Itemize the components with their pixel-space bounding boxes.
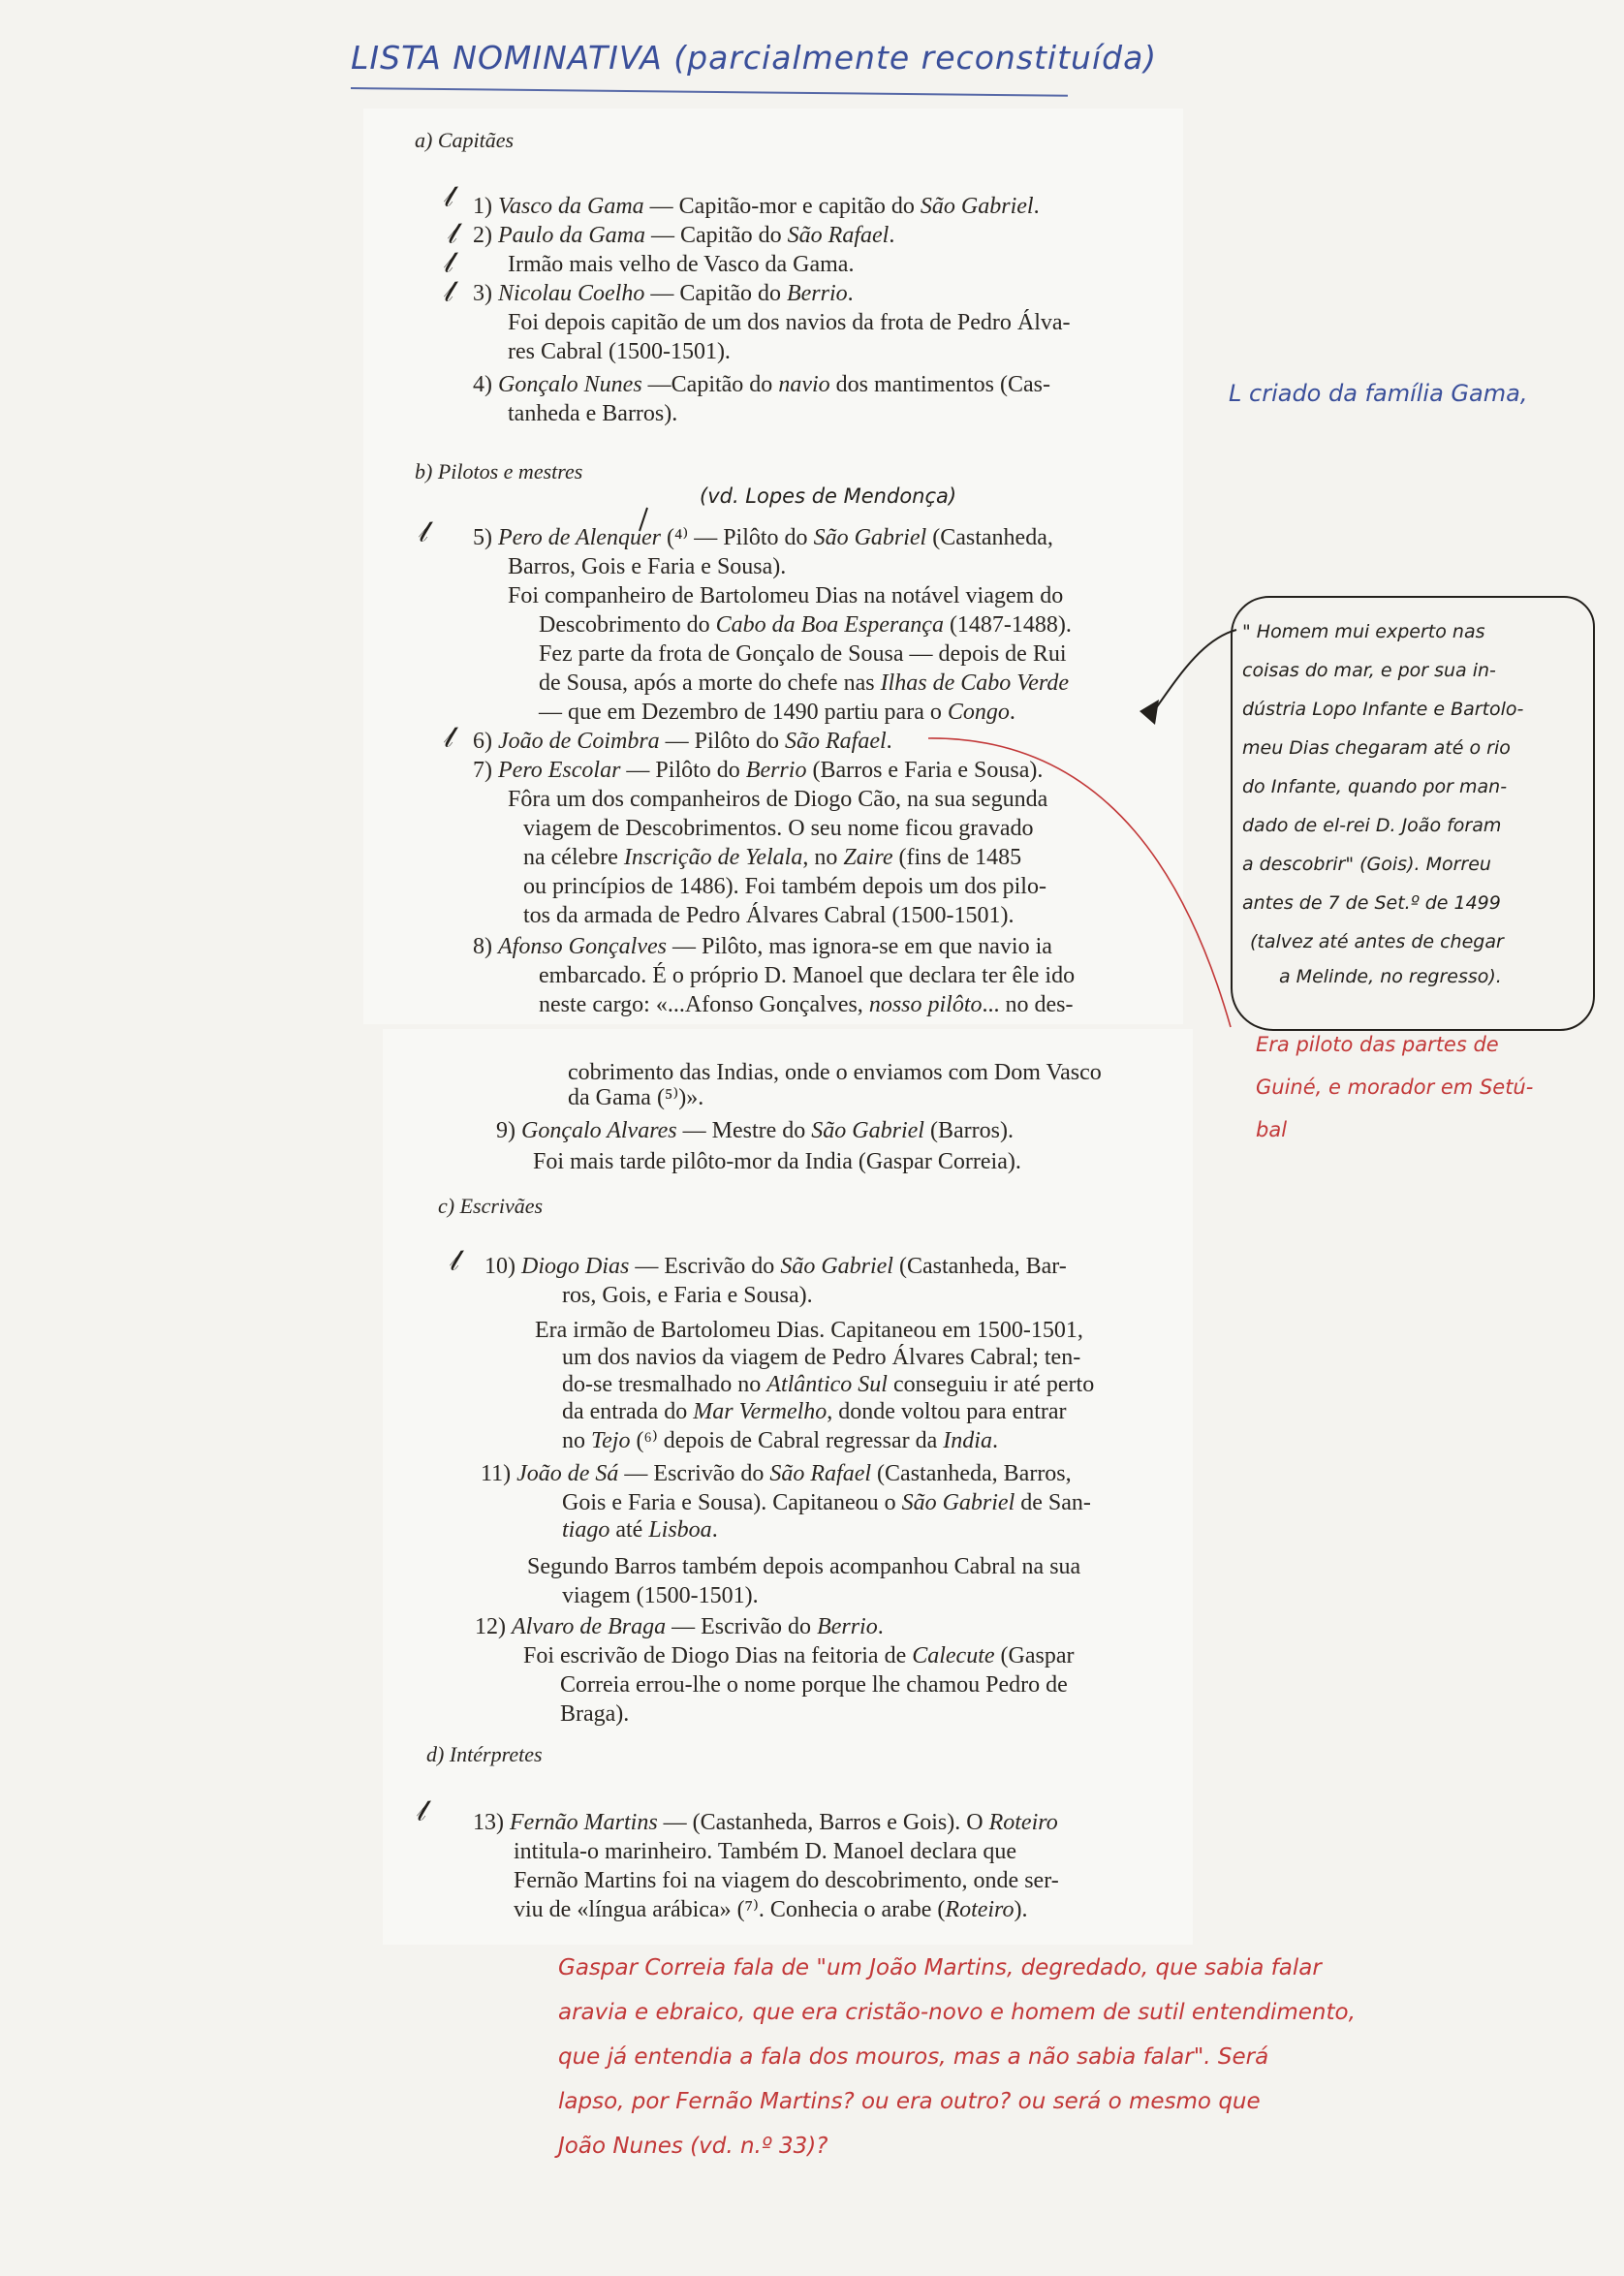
entry-10-line-6: da entrada do Mar Vermelho, donde voltou para entrar: [562, 1399, 1067, 1424]
entry-13: 13) Fernão Martins — (Castanheda, Barros e Gois). O Roteiro: [473, 1810, 1058, 1835]
bottom-note-line: João Nunes (vd. n.º 33)?: [558, 2134, 828, 2159]
entry-10-line-2: ros, Gois, e Faria e Sousa).: [562, 1283, 813, 1308]
entry-6: 6) João de Coimbra — Pilôto do São Rafael.: [473, 729, 892, 754]
insert-note-e5: (vd. Lopes de Mendonça): [700, 484, 957, 508]
margin-check-mark: 𝓁: [444, 275, 453, 309]
bottom-note-line: lapso, por Fernão Martins? ou era outro? ou será o mesmo que: [558, 2089, 1261, 2114]
entry-5-line-4: Descobrimento do Cabo da Boa Esperança (1487-1488).: [539, 612, 1072, 638]
entry-10-line-4: um dos navios da viagem de Pedro Álvares Cabral; ten-: [562, 1345, 1081, 1370]
bubble-line: dústria Lopo Infante e Bartolo-: [1242, 699, 1524, 720]
entry-7-line-3: viagem de Descobrimentos. O seu nome ficou gravado: [523, 816, 1034, 841]
entry-10-line-5: do-se tresmalhado no Atlântico Sul conseguiu ir até perto: [562, 1372, 1095, 1397]
entry-7-line-4: na célebre Inscrição de Yelala, no Zaire (fins de 1485: [523, 845, 1022, 870]
entry-7-line-5: ou princípios de 1486). Foi também depois um dos pilo-: [523, 874, 1046, 899]
entry-12-line-2: Foi escrivão de Diogo Dias na feitoria de Calecute (Gaspar: [523, 1643, 1075, 1668]
bubble-line: (talvez até antes de chegar: [1250, 931, 1504, 952]
bubble-line: a Melinde, no regresso).: [1279, 966, 1502, 987]
margin-check-mark: 𝓁: [417, 1794, 426, 1828]
insert-caret: [640, 508, 647, 531]
red-side-note-line: Era piloto das partes de: [1256, 1033, 1499, 1056]
bottom-note-line: que já entendia a fala dos mouros, mas a não sabia falar". Será: [558, 2044, 1269, 2070]
entry-8-line-2: embarcado. É o próprio D. Manoel que declara ter êle ido: [539, 963, 1076, 988]
entry-12-line-4: Braga).: [560, 1701, 630, 1727]
section-b-heading: b) Pilotos e mestres: [415, 459, 583, 483]
margin-check-mark: 𝓁: [448, 217, 457, 251]
entry-12-line-3: Correia errou-lhe o nome porque lhe chamou Pedro de: [560, 1672, 1068, 1698]
entry-8-line-4: cobrimento das Indias, onde o enviamos com Dom Vasco: [568, 1060, 1102, 1085]
entry-9: 9) Gonçalo Alvares — Mestre do São Gabriel (Barros).: [496, 1118, 1014, 1143]
red-connector: [928, 738, 1231, 1027]
bubble-line: antes de 7 de Set.º de 1499: [1242, 892, 1501, 914]
entry-5-line-2: Barros, Gois e Faria e Sousa).: [508, 554, 787, 579]
bubble-line: dado de el-rei D. João foram: [1242, 815, 1502, 836]
margin-check-mark: 𝓁: [444, 721, 453, 755]
entry-3-line-2: Foi depois capitão de um dos navios da frota de Pedro Álva-: [508, 310, 1071, 335]
red-side-note-line: Guiné, e morador em Setú-: [1256, 1076, 1534, 1099]
entry-11-line-4: Segundo Barros também depois acompanhou Cabral na sua: [527, 1554, 1081, 1579]
entry-9-line-2: Foi mais tarde pilôto-mor da India (Gaspar Correia).: [533, 1149, 1021, 1174]
entry-8-line-5: da Gama (⁵⁾)».: [568, 1085, 704, 1110]
bubble-line: meu Dias chegaram até o rio: [1242, 737, 1511, 759]
section-c-heading: c) Escrivães: [438, 1194, 544, 1218]
entry-7-line-6: tos da armada de Pedro Álvares Cabral (1500-1501).: [523, 903, 1015, 928]
margin-check-mark: 𝓁: [444, 246, 453, 280]
bottom-note-line: aravia e ebraico, que era cristão-novo e homem de sutil entendimento,: [558, 2000, 1356, 2025]
entry-7-line-2: Fôra um dos companheiros de Diogo Cão, na sua segunda: [508, 787, 1048, 812]
bubble-pointer: [1153, 630, 1236, 712]
entry-13-line-4: viu de «língua arábica» (⁷⁾. Conhecia o arabe (Roteiro).: [514, 1897, 1028, 1922]
entry-10-line-7: no Tejo (⁶⁾ depois de Cabral regressar da India.: [562, 1428, 998, 1453]
page-title: LISTA NOMINATIVA (parcialmente reconstituída): [351, 39, 1158, 77]
section-d-heading: d) Intérpretes: [426, 1742, 543, 1766]
bottom-note-line: Gaspar Correia fala de "um João Martins, degredado, que sabia falar: [558, 1955, 1322, 1980]
entry-10: 10) Diogo Dias — Escrivão do São Gabriel (Castanheda, Bar-: [484, 1254, 1067, 1279]
entry-5-line-6: de Sousa, após a morte do chefe nas Ilhas de Cabo Verde: [539, 670, 1069, 696]
margin-check-mark: 𝓁: [450, 1244, 459, 1278]
entry-11: 11) João de Sá — Escrivão do São Rafael (Castanheda, Barros,: [481, 1461, 1072, 1486]
entry-8: 8) Afonso Gonçalves — Pilôto, mas ignora-se em que navio ia: [473, 934, 1052, 959]
entry-11-line-2: Gois e Faria e Sousa). Capitaneou o São Gabriel de San-: [562, 1490, 1091, 1515]
entry-13-line-3: Fernão Martins foi na viagem do descobrimento, onde ser-: [514, 1868, 1059, 1893]
entry-3: 3) Nicolau Coelho — Capitão do Berrio.: [473, 281, 854, 306]
entry-1: 1) Vasco da Gama — Capitão-mor e capitão do São Gabriel.: [473, 194, 1040, 219]
entry-2-line-2: Irmão mais velho de Vasco da Gama.: [508, 252, 855, 277]
entry-2: 2) Paulo da Gama — Capitão do São Rafael.: [473, 223, 895, 248]
entry-4-line-2: tanheda e Barros).: [508, 401, 678, 426]
side-note-e4: L criado da família Gama,: [1229, 380, 1528, 407]
entry-5: 5) Pero de Alenquer (⁴⁾ — Pilôto do São Gabriel (Castanheda,: [473, 525, 1053, 550]
entry-5-line-5: Fez parte da frota de Gonçalo de Sousa — depois de Rui: [539, 641, 1067, 667]
entry-10-line-3: Era irmão de Bartolomeu Dias. Capitaneou em 1500-1501,: [535, 1318, 1083, 1343]
entry-8-line-3: neste cargo: «...Afonso Gonçalves, nosso pilôto... no des-: [539, 992, 1074, 1017]
entry-11-line-5: viagem (1500-1501).: [562, 1583, 759, 1608]
entry-11-line-3: tiago até Lisboa.: [562, 1517, 718, 1543]
entry-4: 4) Gonçalo Nunes —Capitão do navio dos mantimentos (Cas-: [473, 372, 1050, 397]
margin-check-mark: 𝓁: [444, 180, 453, 214]
entry-5-line-3: Foi companheiro de Bartolomeu Dias na notável viagem do: [508, 583, 1064, 608]
entry-13-line-2: intitula-o marinheiro. Também D. Manoel declara que: [514, 1839, 1017, 1864]
section-a-heading: a) Capitães: [415, 128, 515, 152]
entry-5-line-7: — que em Dezembro de 1490 partiu para o Congo.: [539, 700, 1015, 725]
bubble-line: " Homem mui experto nas: [1242, 621, 1485, 642]
bubble-line: coisas do mar, e por sua in-: [1242, 660, 1496, 681]
red-side-note-line: bal: [1256, 1118, 1288, 1141]
bubble-line: a descobrir" (Gois). Morreu: [1242, 854, 1491, 875]
bubble-arrowhead: [1140, 700, 1159, 725]
margin-check-mark: 𝓁: [419, 515, 428, 549]
entry-7: 7) Pero Escolar — Pilôto do Berrio (Barros e Faria e Sousa).: [473, 758, 1044, 783]
entry-12: 12) Alvaro de Braga — Escrivão do Berrio.: [475, 1614, 884, 1639]
bubble-line: do Infante, quando por man-: [1242, 776, 1508, 797]
entry-3-line-3: res Cabral (1500-1501).: [508, 339, 731, 364]
